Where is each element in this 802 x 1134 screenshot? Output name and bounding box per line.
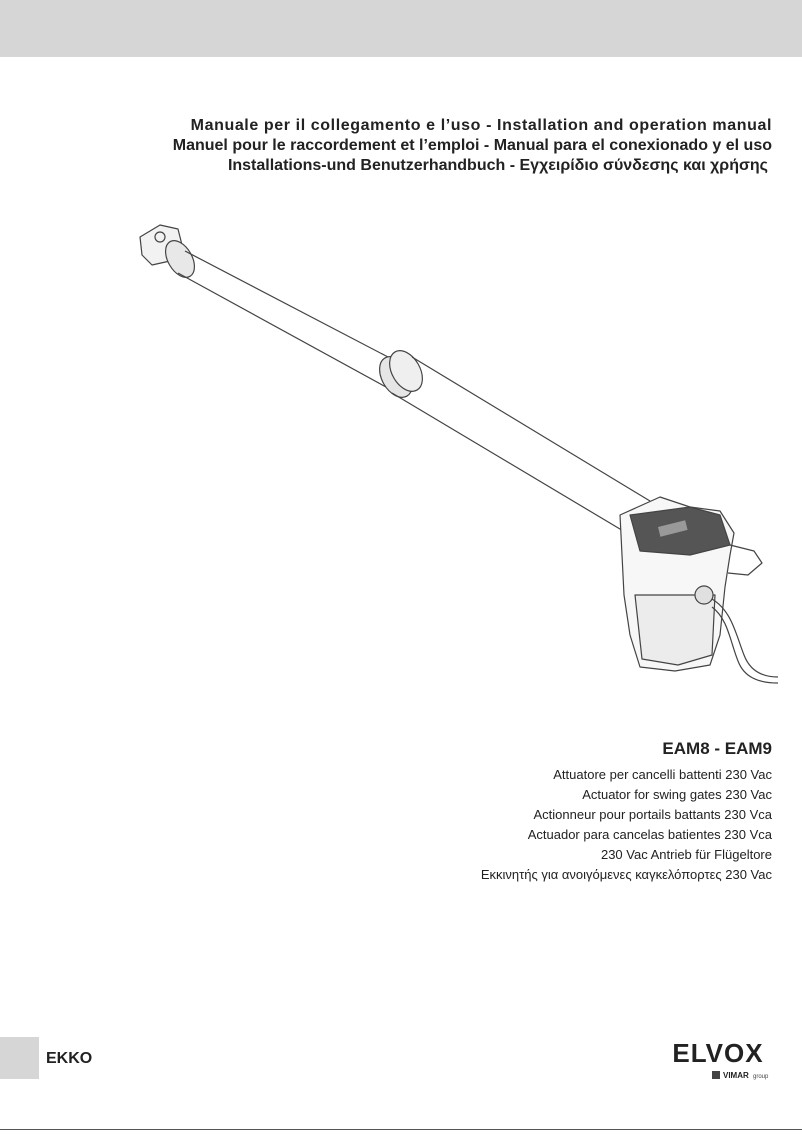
description-line: Actionneur pour portails battants 230 Vca: [533, 807, 772, 822]
actuator-illustration: [130, 215, 780, 685]
manual-titles: [173, 115, 772, 176]
description-line: Actuator for swing gates 230 Vac: [582, 787, 772, 802]
bottom-rule: [0, 1129, 802, 1130]
title-fr-es: Manuel pour le raccordement et l’emploi - Manual para el conexionado y el uso: [172, 137, 772, 154]
series-name: EKKO: [46, 1050, 93, 1067]
elvox-logo: [662, 1040, 774, 1084]
description-line: Εκκινητής για ανοιγόμενες καγκελόπορτες 230 Vac: [480, 867, 772, 882]
title-de-el: Installations-und Benutzerhandbuch - Εγχειρίδιο σύνδεσης και χρήσης: [227, 157, 768, 174]
logo-sub: VIMAR: [723, 1071, 749, 1080]
title-it-en: Manuale per il collegamento e l’uso - Installation and operation manual: [190, 117, 772, 134]
logo-brand: ELVOX: [672, 1040, 764, 1068]
product-descriptions: [481, 765, 772, 885]
description-line: Attuatore per cancelli battenti 230 Vac: [553, 767, 772, 782]
description-line: Actuador para cancelas batientes 230 Vca: [527, 827, 772, 842]
footer-tab: [0, 1037, 39, 1079]
description-line: 230 Vac Antrieb für Flügeltore: [600, 847, 772, 862]
top-band: [0, 0, 802, 57]
model-number: EAM8 - EAM9: [662, 739, 772, 758]
logo-sub2: group: [753, 1074, 769, 1080]
